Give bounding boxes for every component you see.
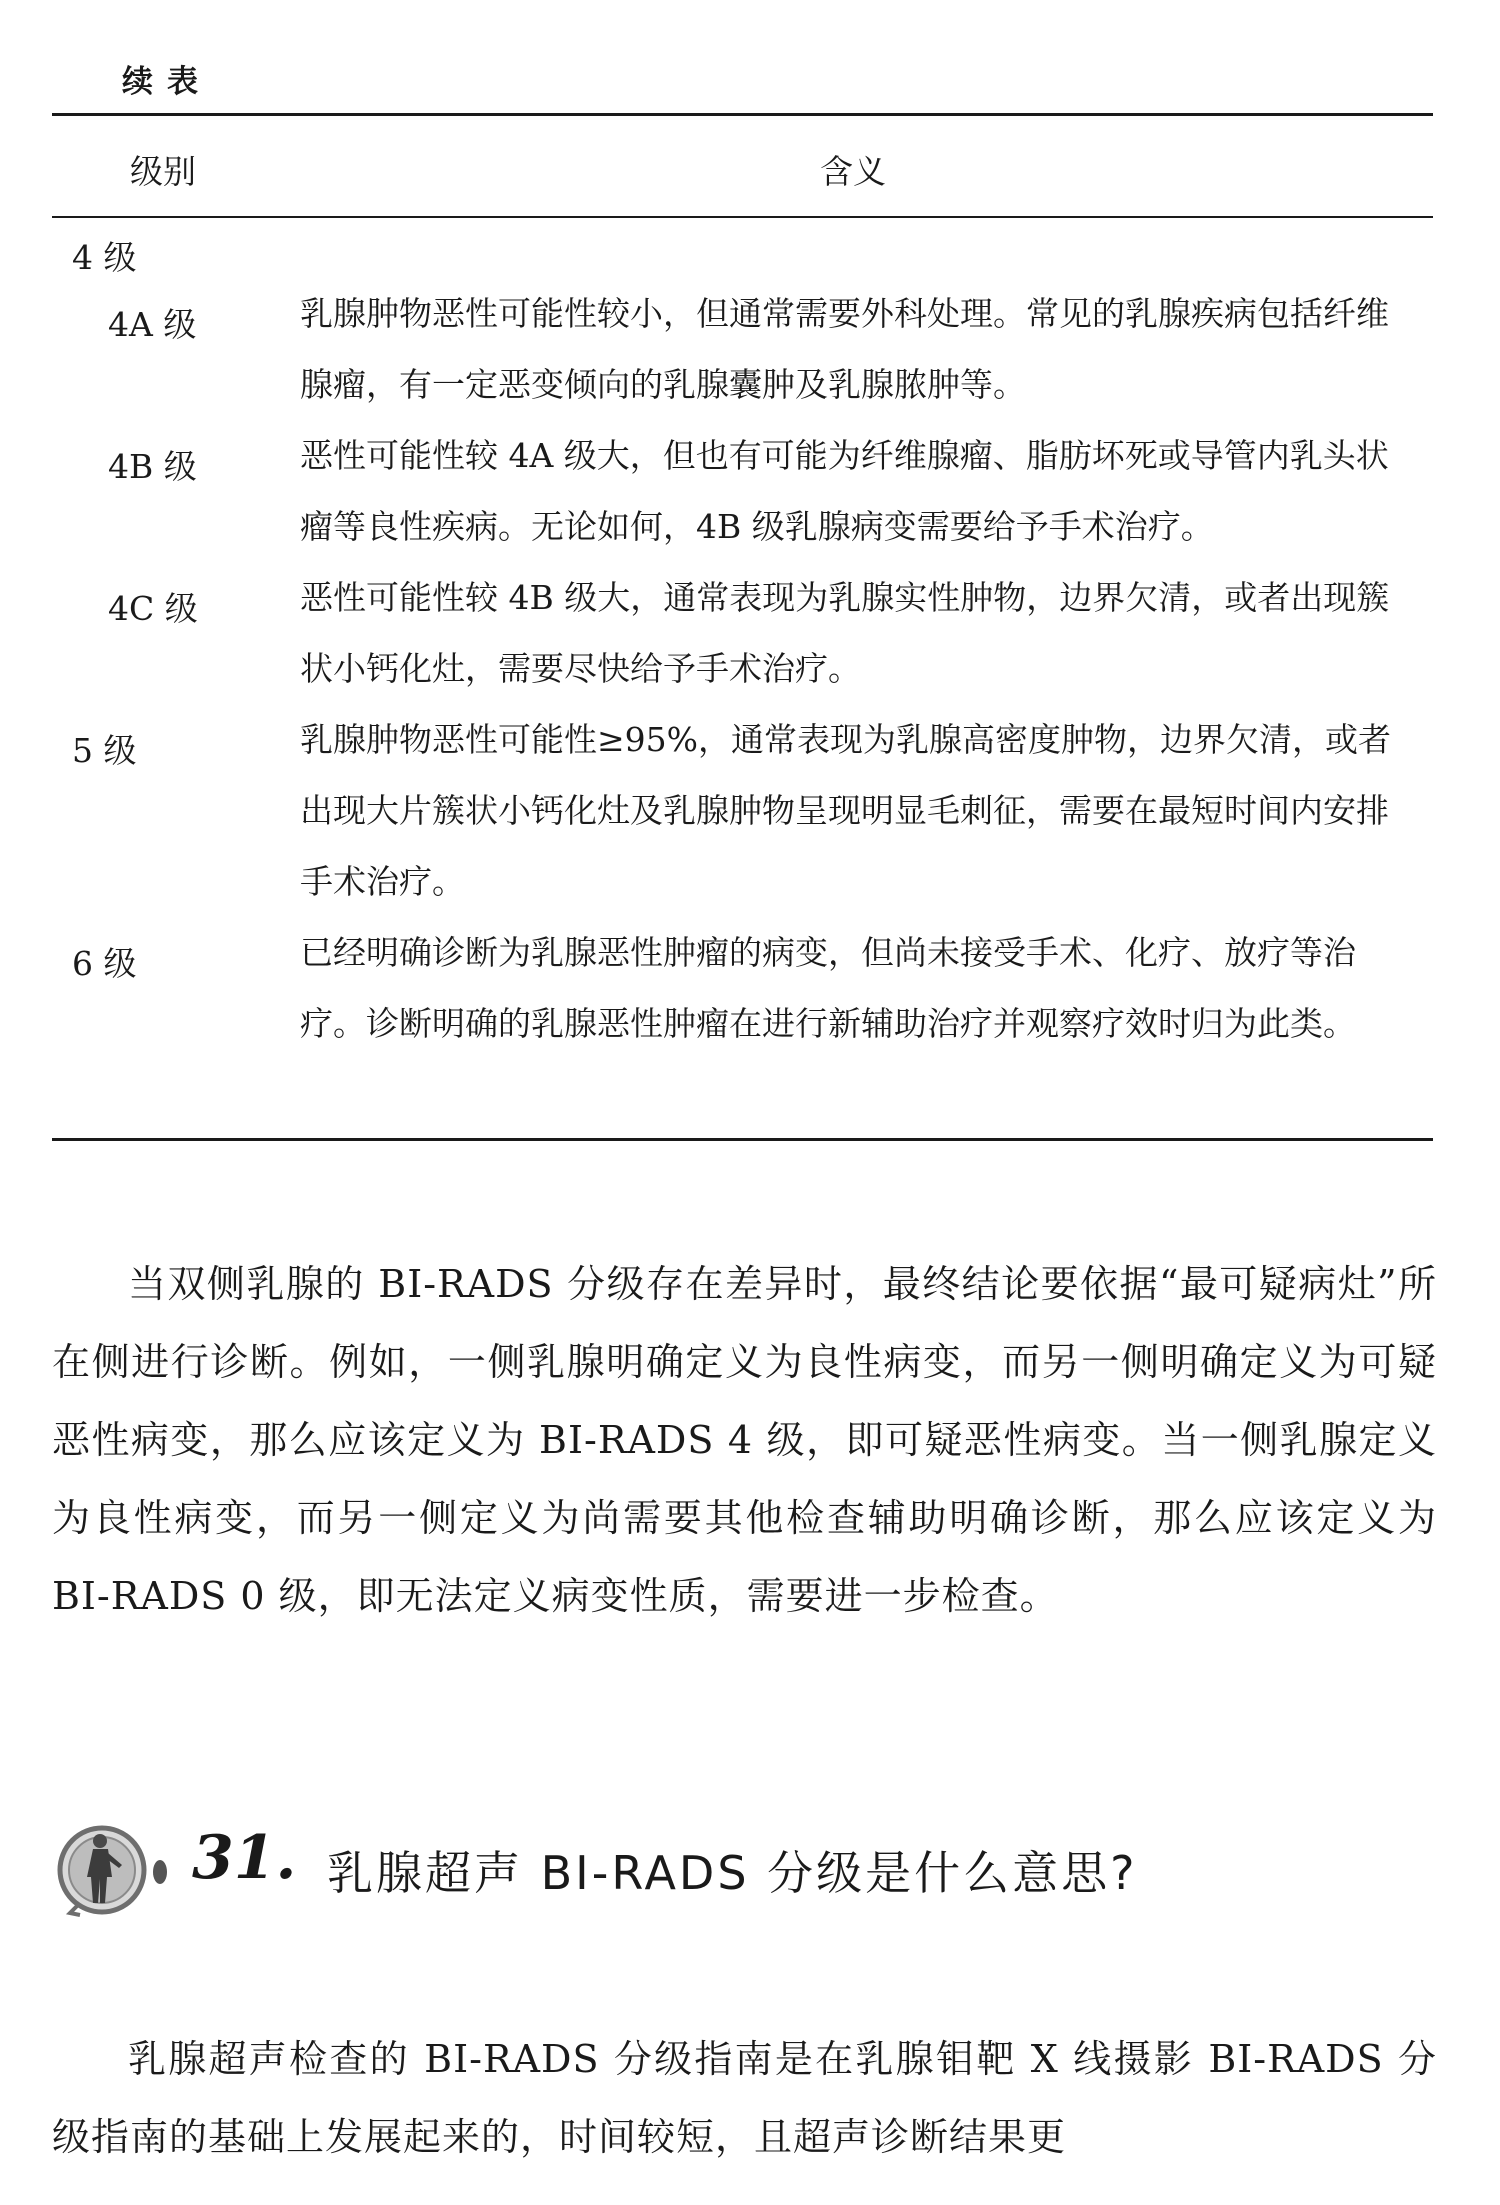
body-paragraph: 乳腺超声检查的 BI-RADS 分级指南是在乳腺钼靶 X 线摄影 BI-RADS 分级指南的基础上发展起来的，时间较短，且超声诊断结果更: [52, 2037, 1437, 2159]
table-header-rule: [52, 216, 1433, 218]
figure-icon: [52, 1815, 182, 1925]
table-cell-level: 6 级: [72, 944, 137, 983]
table-cell-level: 4B 级: [108, 447, 197, 486]
table-cell-desc: 恶性可能性较 4A 级大，但也有可能为纤维腺瘤、脂肪坏死或导管内乳头状瘤等良性疾病。无论如何，4B 级乳腺病变需要给予手术治疗。: [300, 436, 1389, 546]
table-cell-level: 4C 级: [108, 589, 198, 628]
table-cell-desc: 乳腺肿物恶性可能性≥95%，通常表现为乳腺高密度肿物，边界欠清，或者出现大片簇状小钙化灶及乳腺肿物呈现明显毛刺征，需要在最短时间内安排手术治疗。: [300, 720, 1391, 901]
section-number: 31.: [192, 1823, 297, 1893]
table-cell-level: 4A 级: [108, 305, 197, 344]
table-continued-label: 续表: [122, 64, 212, 100]
body-paragraph: 当双侧乳腺的 BI-RADS 分级存在差异时，最终结论要依据“最可疑病灶”所在侧进行诊断。例如，一侧乳腺明确定义为良性病变，而另一侧明确定义为可疑恶性病变，那么应该定义为 BI-RADS 4 级，即可疑恶性病变。当一侧乳腺定义为良性病变，而另一侧定义为尚需要其他检查辅助明确诊断，那么应该定义为 BI-RADS 0 级，即无法定义病变性质，需要进一步检查。: [52, 1262, 1437, 1618]
section-title: 乳腺超声 BI-RADS 分级是什么意思?: [327, 1846, 1138, 1900]
table-top-rule: [52, 113, 1433, 116]
section-heading: [52, 1815, 1452, 1925]
table-header-level: 级别: [130, 152, 196, 191]
table-cell-desc: 乳腺肿物恶性可能性较小，但通常需要外科处理。常见的乳腺疾病包括纤维腺瘤，有一定恶变倾向的乳腺囊肿及乳腺脓肿等。: [300, 294, 1389, 404]
table-cell-desc: 已经明确诊断为乳腺恶性肿瘤的病变，但尚未接受手术、化疗、放疗等治疗。诊断明确的乳腺恶性肿瘤在进行新辅助治疗并观察疗效时归为此类。: [300, 933, 1356, 1043]
table-cell-level: 4 级: [72, 238, 137, 277]
table-cell-level: 5 级: [72, 731, 137, 770]
table-cell-desc: 恶性可能性较 4B 级大，通常表现为乳腺实性肿物，边界欠清，或者出现簇状小钙化灶，需要尽快给予手术治疗。: [300, 578, 1390, 688]
table-header-meaning: 含义: [820, 152, 886, 191]
table-bottom-rule: [52, 1138, 1433, 1141]
